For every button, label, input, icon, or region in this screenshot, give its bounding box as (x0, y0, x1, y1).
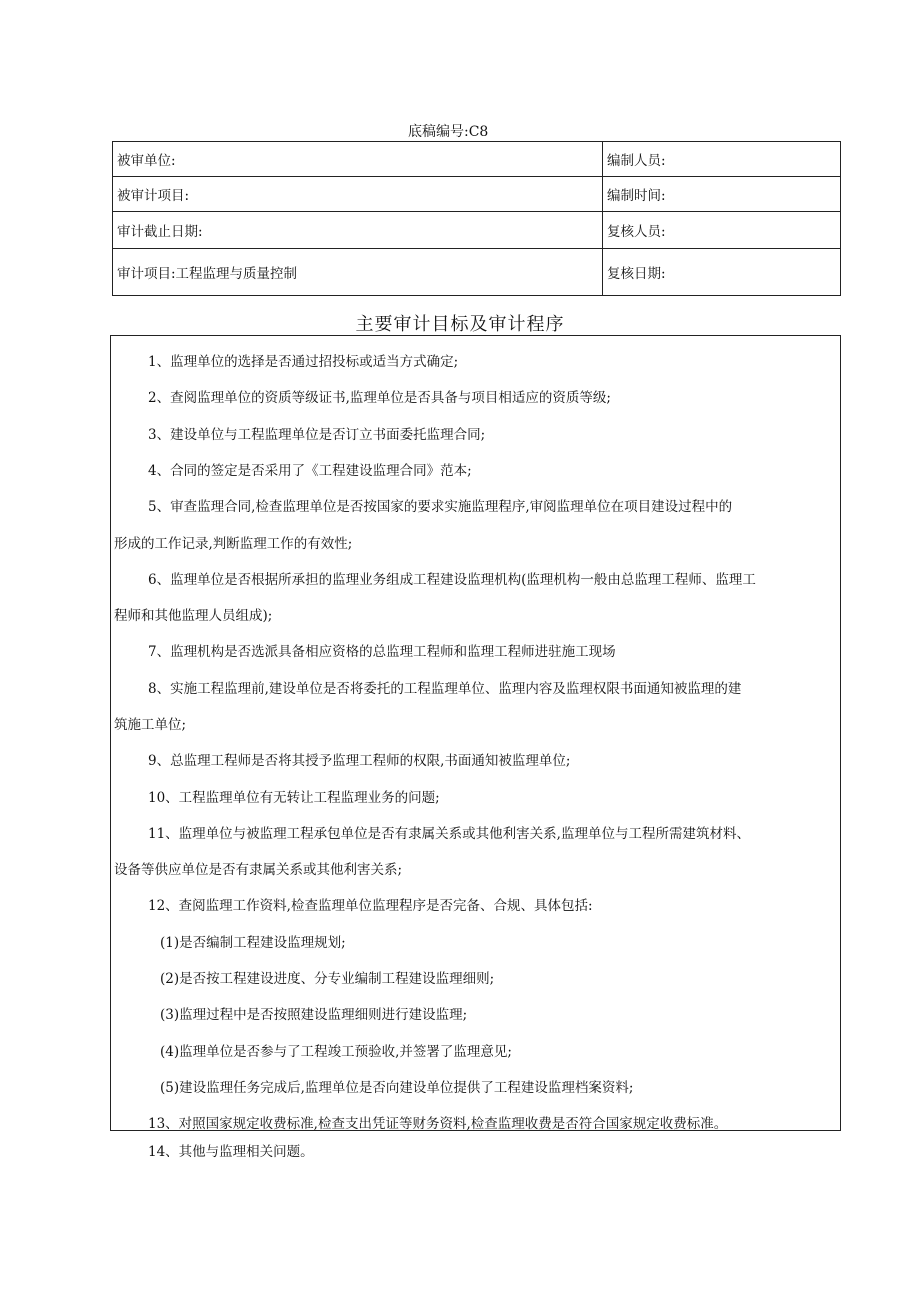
procedure-line: 1、监理单位的选择是否通过招投标或适当方式确定; (148, 354, 459, 370)
section-title: 主要审计目标及审计程序 (355, 314, 565, 335)
procedure-line: 7、监理机构是否选派具备相应资格的总监理工程师和监理工程师进驻施工现场 (148, 644, 616, 660)
document-code: 底稿编号:C8 (408, 124, 489, 140)
procedure-line: 14、其他与监理相关问题。 (148, 1144, 314, 1160)
table-row (113, 142, 841, 177)
procedure-subline: (2)是否按工程建设进度、分专业编制工程建设监理细则; (160, 971, 495, 987)
procedure-line: 设备等供应单位是否有隶属关系或其他利害关系; (114, 862, 403, 878)
audit-info-table (112, 141, 841, 296)
procedure-line: 6、监理单位是否根据所承担的监理业务组成工程建设监理机构(监理机构一般由总监理工程师、监理工 (148, 572, 756, 588)
procedure-line: 11、监理单位与被监理工程承包单位是否有隶属关系或其他利害关系,监理单位与工程所需建筑材料、 (148, 826, 750, 842)
procedure-line: 10、工程监理单位有无转让工程监理业务的问题; (148, 790, 440, 806)
audit-item-cell: 审计项目:工程监理与质量控制 (113, 249, 603, 296)
procedure-subline: (4)监理单位是否参与了工程竣工预验收,并签署了监理意见; (160, 1044, 512, 1060)
procedure-line: 形成的工作记录,判断监理工作的有效性; (114, 536, 353, 552)
procedure-line: 8、实施工程监理前,建设单位是否将委托的工程监理单位、监理内容及监理权限书面通知被监理的建 (148, 681, 742, 697)
preparer-cell: 编制人员: (603, 142, 841, 177)
procedure-line: 5、审查监理合同,检查监理单位是否按国家的要求实施监理程序,审阅监理单位在项目建设过程中的 (148, 499, 733, 515)
procedure-line: 4、合同的签定是否采用了《工程建设监理合同》范本; (148, 463, 472, 479)
audited-project-cell: 被审计项目: (113, 177, 603, 212)
table-row (113, 249, 841, 296)
reviewer-cell: 复核人员: (603, 212, 841, 249)
procedure-subline: (3)监理过程中是否按照建设监理细则进行建设监理; (160, 1007, 468, 1023)
procedure-subline: (1)是否编制工程建设监理规划; (160, 935, 346, 951)
procedure-line: 程师和其他监理人员组成); (114, 608, 273, 624)
prepare-time-cell: 编制时间: (603, 177, 841, 212)
procedure-subline: (5)建设监理任务完成后,监理单位是否向建设单位提供了工程建设监理档案资料; (160, 1080, 634, 1096)
procedure-line: 2、查阅监理单位的资质等级证书,监理单位是否具备与项目相适应的资质等级; (148, 390, 611, 406)
procedure-line: 筑施工单位; (114, 717, 187, 733)
review-date-cell: 复核日期: (603, 249, 841, 296)
procedure-line: 9、总监理工程师是否将其授予监理工程师的权限,书面通知被监理单位; (148, 753, 571, 769)
procedure-line: 3、建设单位与工程监理单位是否订立书面委托监理合同; (148, 427, 486, 443)
cutoff-date-cell: 审计截止日期: (113, 212, 603, 249)
audited-unit-cell: 被审单位: (113, 142, 603, 177)
procedure-line: 12、查阅监理工作资料,检查监理单位监理程序是否完备、合规、具体包括: (148, 898, 593, 914)
table-row (113, 212, 841, 249)
procedure-line: 13、对照国家规定收费标准,检查支出凭证等财务资料,检查监理收费是否符合国家规定收费标准。 (148, 1116, 728, 1132)
table-row (113, 177, 841, 212)
